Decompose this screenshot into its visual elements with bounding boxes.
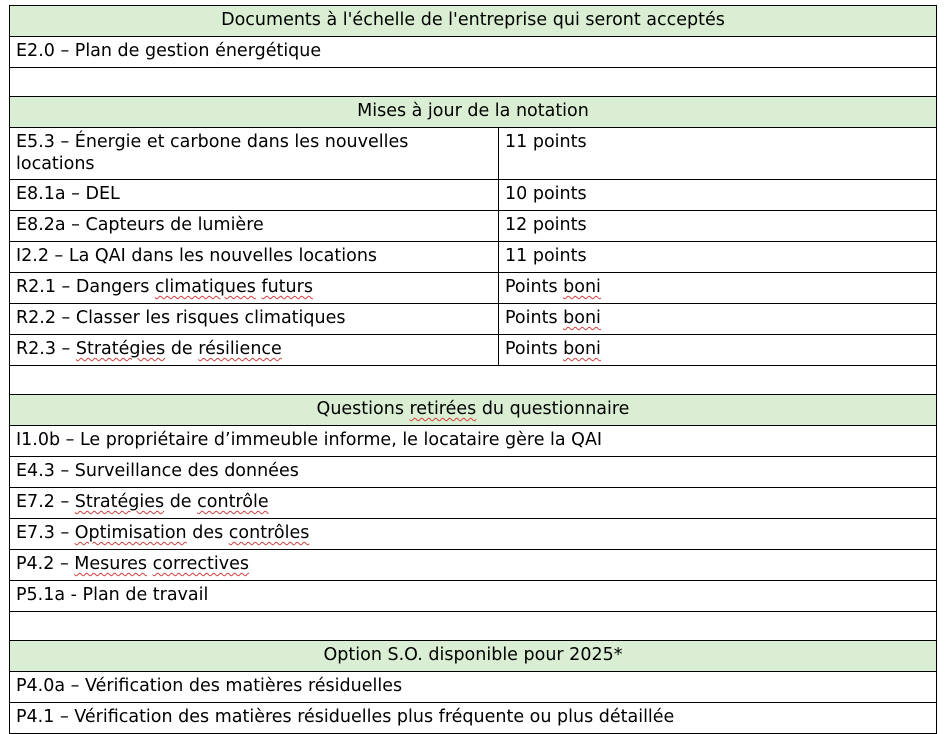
spellcheck-word: contrôles xyxy=(228,523,310,543)
spellcheck-word: Stratégies xyxy=(75,339,166,359)
item-p4-1: P4.1 – Vérification des matières résiduelles plus fréquente ou plus détaillée xyxy=(10,703,937,734)
text-part: de xyxy=(165,339,199,359)
points-e5-3: 11 points xyxy=(499,128,937,180)
blank-cell xyxy=(10,68,937,97)
section-header-row xyxy=(10,641,937,672)
text-part: du questionnaire xyxy=(476,399,630,419)
points-i2-2: 11 points xyxy=(499,242,937,273)
table-row xyxy=(10,273,937,304)
item-e2-0: E2.0 – Plan de gestion énergétique xyxy=(10,37,937,68)
spellcheck-word: climatiques xyxy=(154,277,256,297)
section-header-removed-questions xyxy=(10,395,937,426)
spellcheck-word: Stratégies xyxy=(74,492,165,512)
table-row xyxy=(10,519,937,550)
item-r2-2: R2.2 – Classer les risques climatiques xyxy=(10,304,499,335)
blank-row xyxy=(10,612,937,641)
spellcheck-word: boni xyxy=(563,339,601,359)
table-row xyxy=(10,242,937,273)
text-part: E7.2 – xyxy=(16,492,75,512)
points-e8-2a: 12 points xyxy=(499,211,937,242)
item-i1-0b: I1.0b – Le propriétaire d’immeuble informe, le locataire gère la QAI xyxy=(10,426,937,457)
text-part: R2.1 – Dangers xyxy=(16,277,155,297)
blank-row xyxy=(10,68,937,97)
item-p5-1a: P5.1a - Plan de travail xyxy=(10,581,937,612)
table-row xyxy=(10,426,937,457)
text-part: R2.3 – xyxy=(16,339,76,359)
points-r2-2 xyxy=(499,304,937,335)
section-header-accepted-documents: Documents à l'échelle de l'entreprise qui seront acceptés xyxy=(10,6,937,37)
item-e7-2 xyxy=(10,488,937,519)
spellcheck-word: retirées xyxy=(409,399,477,419)
text-part: Points xyxy=(505,277,564,297)
item-e5-3: E5.3 – Énergie et carbone dans les nouvelles locations xyxy=(10,128,499,180)
table-row xyxy=(10,128,937,180)
spellcheck-word: résilience xyxy=(198,339,282,359)
document-table xyxy=(9,5,937,734)
table-row xyxy=(10,581,937,612)
text-part: E7.3 – xyxy=(16,523,75,543)
header-text: Mises à jour de la notation xyxy=(357,101,589,121)
text-part: P4.2 – xyxy=(16,554,75,574)
points-r2-3 xyxy=(499,335,937,366)
spellcheck-word: futurs xyxy=(261,277,313,297)
table-row xyxy=(10,304,937,335)
spellcheck-word: contrôle xyxy=(197,492,269,512)
table-row xyxy=(10,180,937,211)
table-row xyxy=(10,335,937,366)
item-r2-1 xyxy=(10,273,499,304)
text-part: Points xyxy=(505,308,564,328)
blank-row xyxy=(10,366,937,395)
text-part: des xyxy=(186,523,229,543)
text-part: Points xyxy=(505,339,564,359)
table-row xyxy=(10,703,937,734)
section-header-row xyxy=(10,97,937,128)
table-row xyxy=(10,672,937,703)
text-part: de xyxy=(164,492,198,512)
table-row xyxy=(10,457,937,488)
text-part: Questions xyxy=(316,399,410,419)
points-r2-1 xyxy=(499,273,937,304)
item-e4-3: E4.3 – Surveillance des données xyxy=(10,457,937,488)
spellcheck-word: boni xyxy=(563,277,601,297)
item-p4-2 xyxy=(10,550,937,581)
section-header-scoring-updates xyxy=(10,97,937,128)
item-e8-1a: E8.1a – DEL xyxy=(10,180,499,211)
item-e8-2a: E8.2a – Capteurs de lumière xyxy=(10,211,499,242)
section-header-row xyxy=(10,6,937,37)
points-e8-1a: 10 points xyxy=(499,180,937,211)
table-row xyxy=(10,488,937,519)
table-row xyxy=(10,550,937,581)
section-header-na-option: Option S.O. disponible pour 2025* xyxy=(10,641,937,672)
blank-cell xyxy=(10,612,937,641)
table-row xyxy=(10,37,937,68)
item-p4-0a: P4.0a – Vérification des matières résiduelles xyxy=(10,672,937,703)
section-header-row xyxy=(10,395,937,426)
item-r2-3 xyxy=(10,335,499,366)
blank-cell xyxy=(10,366,937,395)
item-i2-2: I2.2 – La QAI dans les nouvelles locations xyxy=(10,242,499,273)
spellcheck-word: Optimisation xyxy=(74,523,187,543)
item-e7-3 xyxy=(10,519,937,550)
table-row xyxy=(10,211,937,242)
spellcheck-word: Mesures xyxy=(74,554,148,574)
spellcheck-word: correctives xyxy=(152,554,250,574)
spellcheck-word: boni xyxy=(563,308,601,328)
